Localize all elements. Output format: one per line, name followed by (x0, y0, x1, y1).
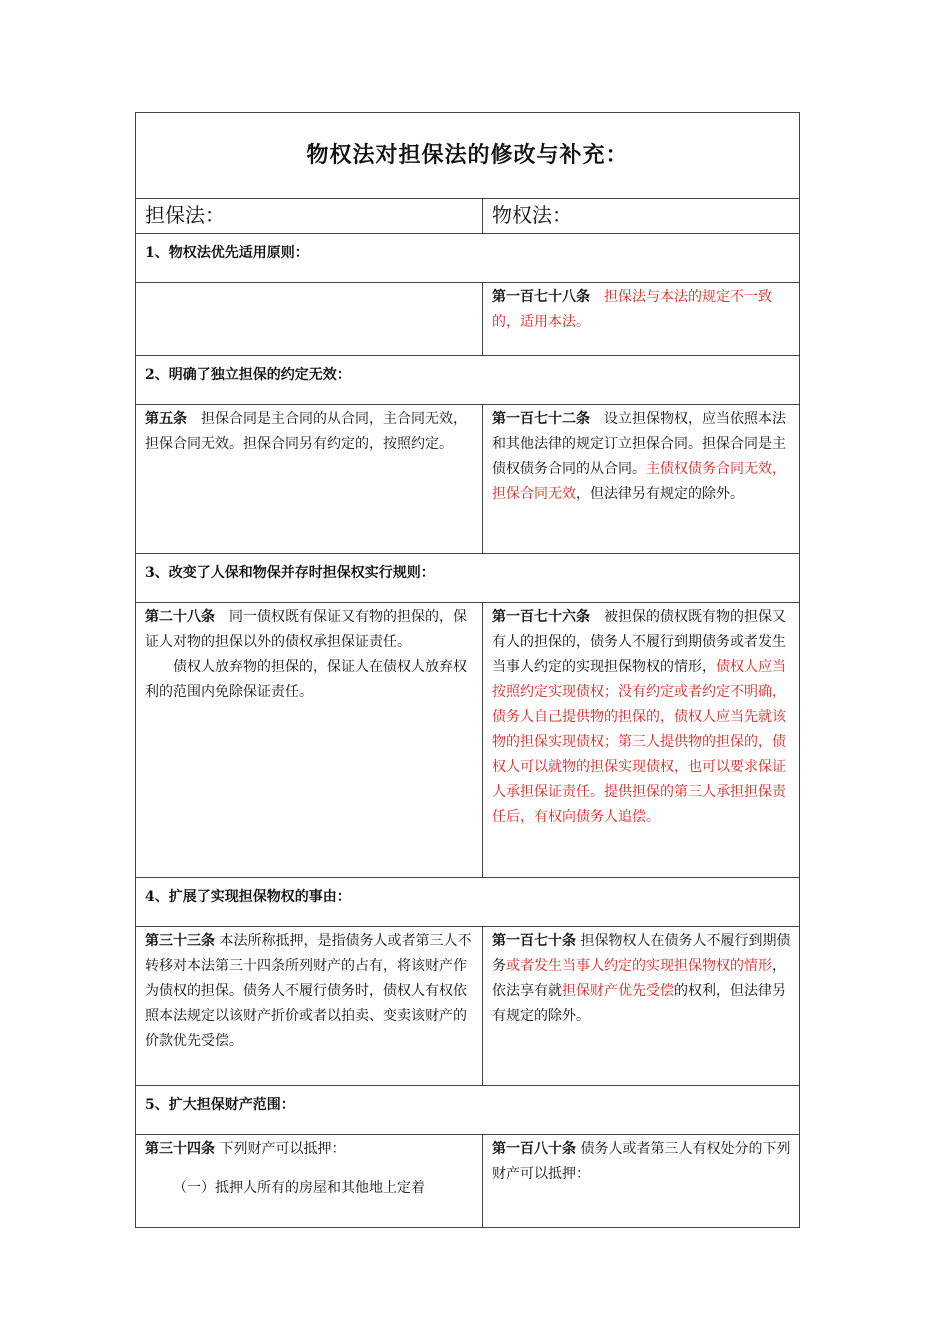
section-4-right: 第一百七十条 担保物权人在债务人不履行到期债务或者发生当事人约定的实现担保物权的情形，依法享有就担保财产优先受偿的权利，但法律另有规定的除外。 (483, 927, 800, 1086)
comparison-table (135, 112, 800, 1228)
section-heading-3: 3、改变了人保和物保并存时担保权实行规则： (136, 554, 800, 603)
section-3-left: 第二十八条 同一债权既有保证又有物的担保的，保证人对物的担保以外的债权承担保证责任。 债权人放弃物的担保的，保证人在债权人放弃权利的范围内免除保证责任。 (136, 603, 483, 878)
highlighted-text: 担保财产优先受偿 (562, 983, 674, 999)
article-label: 第一百七十八条 (492, 289, 590, 305)
page-title: 物权法对担保法的修改与补充： (306, 142, 629, 168)
section-heading-1: 1、物权法优先适用原则： (136, 234, 800, 283)
article-label: 第一百七十二条 (492, 411, 590, 427)
article-label: 第一百七十条 (492, 933, 576, 949)
article-label: 第三十四条 (145, 1141, 215, 1157)
section-1-right (483, 283, 800, 356)
section-heading-2: 2、明确了独立担保的约定无效： (136, 356, 800, 405)
article-label: 第一百七十六条 (492, 609, 590, 625)
highlighted-text: 主债权债务合同无效，担保合同无效 (492, 461, 786, 502)
paragraph: 债权人放弃物的担保的，保证人在债权人放弃权利的范围内免除保证责任。 (145, 659, 467, 700)
article-label: 第二十八条 (145, 609, 215, 625)
section-2-right: 第一百七十二条 设立担保物权，应当依照本法和其他法律的规定订立担保合同。担保合同是主债权债务合同的从合同。主债权债务合同无效，担保合同无效，但法律另有规定的除外。 (483, 405, 800, 554)
article-label: 第三十三条 (145, 933, 215, 949)
section-heading-5: 5、扩大担保财产范围： (136, 1086, 800, 1135)
highlighted-text: 债权人应当按照约定实现债权；没有约定或者约定不明确，债务人自己提供物的担保的，债权人应当先就该物的担保实现债权；第三人提供物的担保的，债权人可以就物的担保实现债权，也可以要求保证人承担保证责任。提供担保的第三人承担担保责任后，有权向债务人追偿。 (492, 659, 786, 825)
header-left: 担保法： (136, 199, 483, 234)
header-right: 物权法： (483, 199, 800, 234)
highlighted-text: 或者发生当事人约定的实现担保物权的情形 (506, 958, 772, 974)
section-1-left (136, 283, 483, 356)
paragraph: （一）抵押人所有的房屋和其他地上定着 (173, 1180, 425, 1196)
highlighted-text: 担保法与本法的规定不一致的，适用本法。 (492, 289, 772, 330)
article-label: 第一百八十条 (492, 1141, 576, 1157)
title-cell (136, 113, 800, 199)
section-heading-4: 4、扩展了实现担保物权的事由： (136, 878, 800, 927)
article-label: 第五条 (145, 411, 187, 427)
section-4-left: 第三十三条 本法所称抵押，是指债务人或者第三人不转移对本法第三十四条所列财产的占有，将该财产作为债权的担保。债务人不履行债务时，债权人有权依照本法规定以该财产折价或者以拍卖、变卖该财产的价款优先受偿。 (136, 927, 483, 1086)
section-5-right: 第一百八十条 债务人或者第三人有权处分的下列财产可以抵押： (483, 1135, 800, 1228)
section-3-right: 第一百七十六条 被担保的债权既有物的担保又有人的担保的，债务人不履行到期债务或者发生当事人约定的实现担保物权的情形，债权人应当按照约定实现债权；没有约定或者约定不明确，债务人自己提供物的担保的，债权人应当先就该物的担保实现债权；第三人提供物的担保的，债权人可以就物的担保实现债权，也可以要求保证人承担保证责任。提供担保的第三人承担担保责任后，有权向债务人追偿。 (483, 603, 800, 878)
section-2-left: 第五条 担保合同是主合同的从合同，主合同无效，担保合同无效。担保合同另有约定的，按照约定。 (136, 405, 483, 554)
section-5-left: 第三十四条 下列财产可以抵押： （一）抵押人所有的房屋和其他地上定着 (136, 1135, 483, 1228)
